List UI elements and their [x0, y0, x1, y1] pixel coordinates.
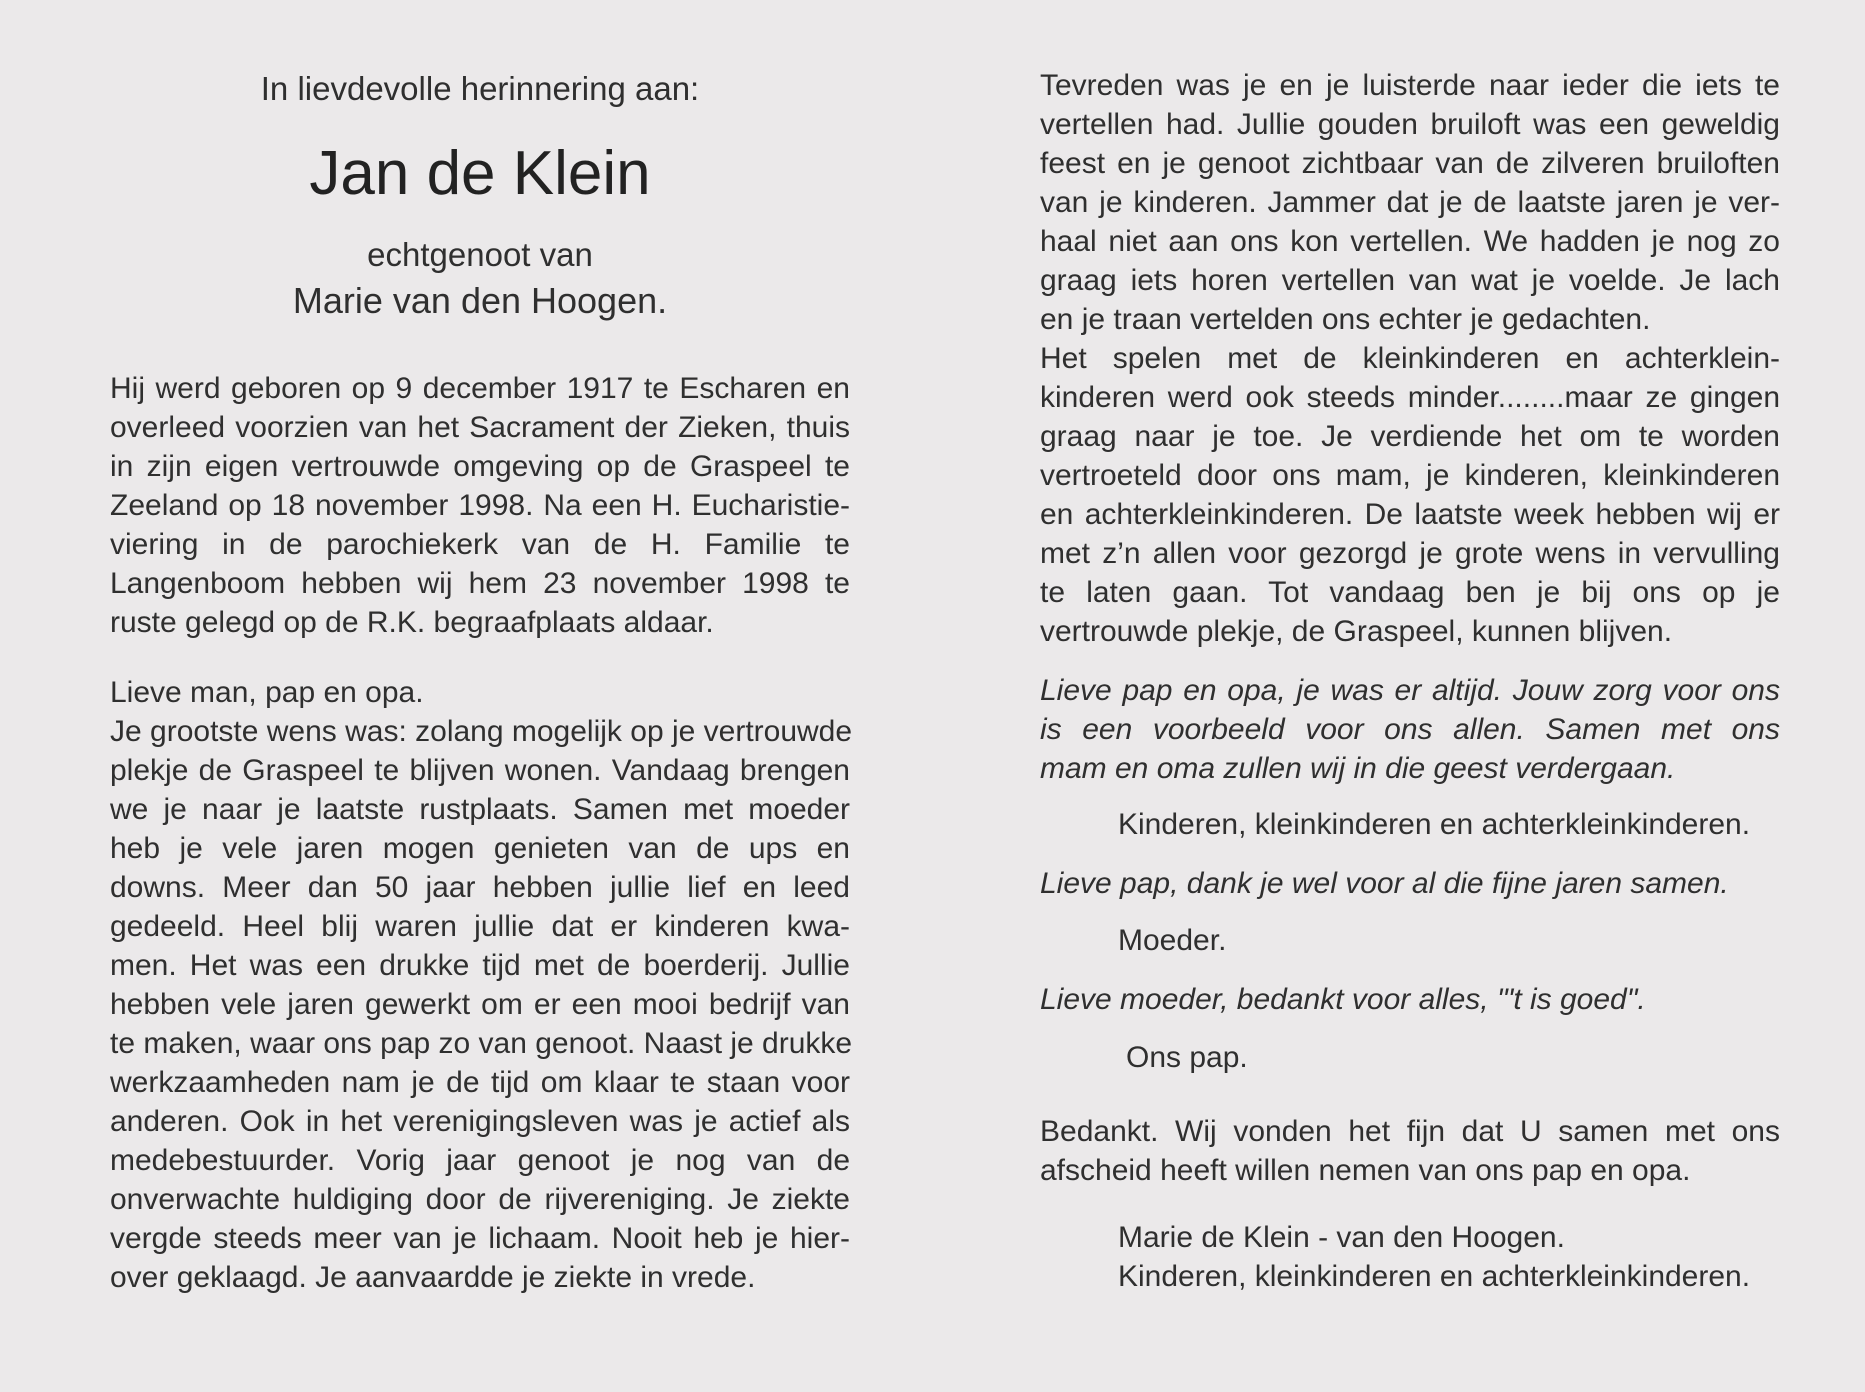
father-message: Lieve moeder, bedankt voor alles, "'t is goed".	[1040, 983, 1646, 1016]
letter-line: Lieve man, pap en opa.	[110, 676, 424, 709]
spouse-name: Marie van den Hoogen.	[292, 280, 668, 321]
right-line: vertrouwde plekje, de Graspeel, kunnen blijven.	[1040, 615, 1673, 648]
right-line: graag naar je toe. Je verdiende het om te worden	[1040, 420, 1780, 453]
right-line: en achterkleinkinderen. De laatste week hebben wij er	[1040, 498, 1780, 531]
letter-line: onverwachte huldiging door de rijvereniging. Je ziekte	[110, 1183, 850, 1216]
right-line: haal niet aan ons kon vertellen. We hadden je nog zo	[1040, 225, 1780, 258]
right-line: kinderen werd ook steeds minder........maar ze gingen	[1040, 381, 1780, 414]
intro-text: In lievdevolle herinnering aan:	[260, 70, 700, 107]
right-line: vertroeteld door ons mam, je kinderen, kleinkinderen	[1040, 459, 1780, 492]
letter-line: werkzaamheden nam je de tijd om klaar te staan voor	[110, 1066, 850, 1099]
letter-line: anderen. Ook in het verenigingsleven was je actief als	[110, 1105, 850, 1138]
letter-line: heb je vele jaren mogen genieten van de ups en	[110, 832, 850, 865]
tribute-line: Lieve pap en opa, je was er altijd. Jouw zorg voor ons	[1040, 674, 1780, 707]
bio-line: ruste gelegd op de R.K. begraafplaats aldaar.	[110, 606, 714, 639]
tribute-line: mam en oma zullen wij in die geest verdergaan.	[1040, 752, 1676, 785]
right-line: met z’n allen voor gezorgd je grote wens in vervulling	[1040, 537, 1780, 570]
tribute-line: is een voorbeeld voor ons allen. Samen met ons	[1040, 713, 1780, 746]
thanks-line: Bedankt. Wij vonden het fijn dat U samen met ons	[1040, 1115, 1780, 1148]
letter-line: downs. Meer dan 50 jaar hebben jullie lief en leed	[110, 871, 850, 904]
letter-line: men. Het was een drukke tijd met de boerderij. Jullie	[110, 949, 850, 982]
right-line: Het spelen met de kleinkinderen en achterklein-	[1040, 342, 1780, 375]
mother-signoff: Moeder.	[1118, 924, 1227, 957]
letter-line: over geklaagd. Je aanvaardde je ziekte in vrede.	[110, 1261, 756, 1294]
letter-line: plekje de Graspeel te blijven wonen. Vandaag brengen	[110, 754, 850, 787]
letter-line: we je naar je laatste rustplaats. Samen met moeder	[110, 793, 850, 826]
bio-line: Langenboom hebben wij hem 23 november 1998 te	[110, 567, 850, 600]
letter-line: hebben vele jaren gewerkt om er een mooi bedrijf van	[110, 988, 850, 1021]
bio-line: overleed voorzien van het Sacrament der Zieken, thuis	[110, 411, 850, 444]
right-line: te laten gaan. Tot vandaag ben je bij ons op je	[1040, 576, 1780, 609]
letter-line: gedeeld. Heel blij waren jullie dat er kinderen kwa-	[110, 910, 850, 943]
bio-line: viering in de parochiekerk van de H. Familie te	[110, 528, 850, 561]
children-signoff: Kinderen, kleinkinderen en achterkleinkinderen.	[1118, 808, 1751, 841]
mother-message: Lieve pap, dank je wel voor al die fijne jaren samen.	[1040, 867, 1729, 900]
deceased-name: Jan de Klein	[309, 139, 651, 208]
right-line: en je traan vertelden ons echter je gedachten.	[1040, 303, 1651, 336]
right-line: Tevreden was je en je luisterde naar ieder die iets te	[1040, 69, 1780, 102]
letter-line: vergde steeds meer van je lichaam. Nooit heb je hier-	[110, 1222, 850, 1255]
spouse-label: echtgenoot van	[367, 236, 593, 273]
right-line: van je kinderen. Jammer dat je de laatste jaren je ver-	[1040, 186, 1780, 219]
signature-line: Marie de Klein - van den Hoogen.	[1118, 1221, 1565, 1254]
father-signoff: Ons pap.	[1126, 1041, 1248, 1074]
bio-line: in zijn eigen vertrouwde omgeving op de Graspeel te	[110, 450, 850, 483]
letter-line: medebestuurder. Vorig jaar genoot je nog van de	[110, 1144, 850, 1177]
bio-line: Zeeland op 18 november 1998. Na een H. Eucharistie-	[110, 489, 850, 522]
bio-line: Hij werd geboren op 9 december 1917 te Escharen en	[110, 372, 850, 405]
right-line: feest en je genoot zichtbaar van de zilveren bruiloften	[1040, 147, 1780, 180]
right-line: graag iets horen vertellen van wat je voelde. Je lach	[1040, 264, 1780, 297]
letter-line: Je grootste wens was: zolang mogelijk op je vertrouwde	[110, 715, 853, 748]
thanks-line: afscheid heeft willen nemen van ons pap en opa.	[1040, 1154, 1691, 1187]
signature-line: Kinderen, kleinkinderen en achterkleinkinderen.	[1118, 1260, 1751, 1293]
right-line: vertellen had. Jullie gouden bruiloft was een geweldig	[1040, 108, 1780, 141]
letter-line: te maken, waar ons pap zo van genoot. Naast je drukke	[110, 1027, 853, 1060]
